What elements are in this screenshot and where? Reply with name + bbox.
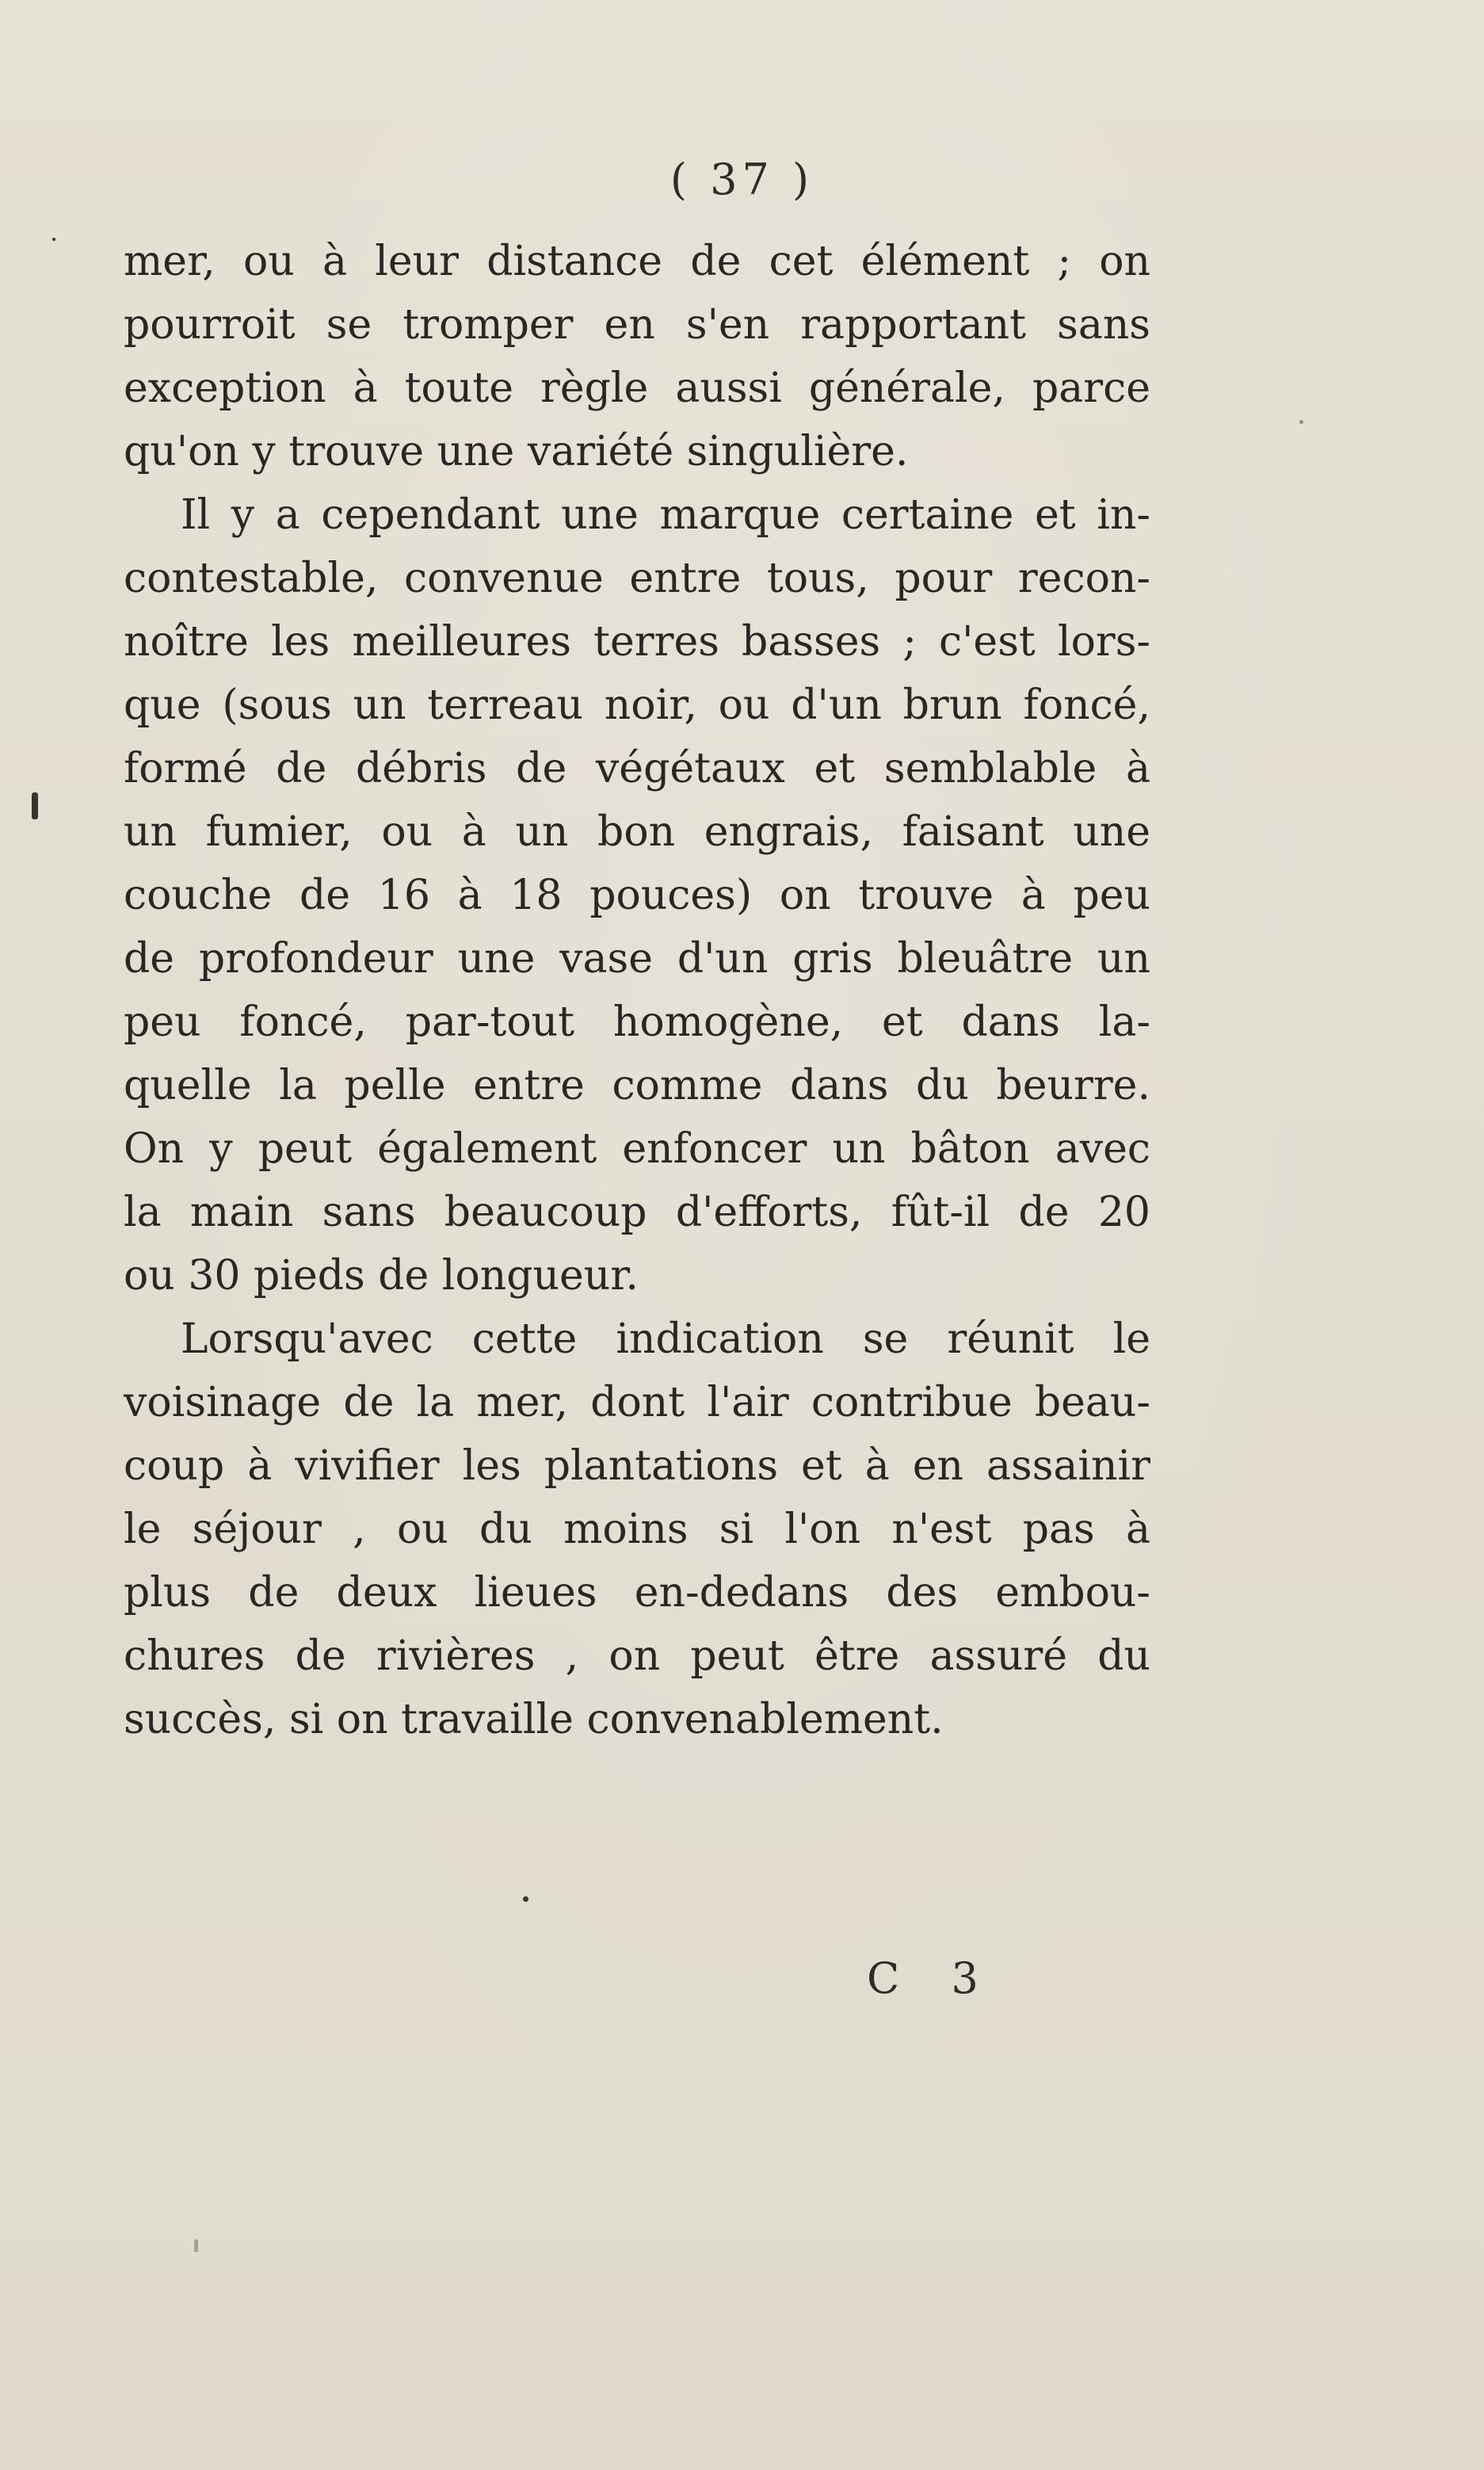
text-line: formé de débris de végétaux et semblable à — [124, 745, 1150, 792]
text-line: ou 30 pieds de longueur. — [124, 1252, 639, 1300]
text-line: un fumier, ou à un bon engrais, faisant une — [124, 808, 1150, 856]
paragraph-2 — [124, 483, 1150, 1308]
text-line: de profondeur une vase d'un gris bleuâtre un — [124, 935, 1150, 983]
text-line: pourroit se tromper en s'en rapportant sans — [124, 301, 1150, 349]
text-line: contestable, convenue entre tous, pour recon- — [124, 555, 1150, 602]
paragraph-1 — [124, 230, 1150, 483]
text-line: coup à vivifier les plantations et à en assainir — [124, 1442, 1150, 1490]
text-line: noître les meilleures terres basses ; c'est lors- — [124, 618, 1150, 666]
text-line: couche de 16 à 18 pouces) on trouve à peu — [124, 872, 1150, 919]
text-line: On y peut également enfoncer un bâton avec — [124, 1125, 1150, 1173]
text-line: plus de deux lieues en-dedans des embou- — [124, 1569, 1150, 1617]
text-line: voisinage de la mer, dont l'air contribue beau- — [124, 1379, 1150, 1426]
paper-speck — [1299, 420, 1303, 424]
paper-speck — [194, 2239, 198, 2252]
text-line: Il y a cependant une marque certaine et in- — [181, 491, 1150, 539]
text-line: la main sans beaucoup d'efforts, fût-il de 20 — [124, 1189, 1150, 1236]
body-text — [124, 230, 1150, 1751]
text-line: quelle la pelle entre comme dans du beurre. — [124, 1062, 1150, 1109]
paper-speck — [32, 792, 38, 819]
paper-speck — [52, 238, 55, 241]
text-line: que (sous un terreau noir, ou d'un brun foncé, — [124, 681, 1150, 729]
text-line: Lorsqu'avec cette indication se réunit le — [181, 1315, 1150, 1363]
paragraph-3 — [124, 1308, 1150, 1751]
signature-mark: C 3 — [867, 1953, 998, 2003]
text-line: exception à toute règle aussi générale, parce — [124, 365, 1150, 412]
text-line: chures de rivières , on peut être assuré du — [124, 1632, 1150, 1680]
paper-speck — [523, 1896, 528, 1902]
text-line: le séjour , ou du moins si l'on n'est pas à — [124, 1506, 1150, 1553]
text-line: succès, si on travaille convenablement. — [124, 1696, 944, 1743]
page-number: ( 37 ) — [670, 155, 814, 204]
text-line: peu foncé, par-tout homogène, et dans la- — [124, 998, 1150, 1046]
text-line: qu'on y trouve une variété singulière. — [124, 428, 909, 475]
text-line: mer, ou à leur distance de cet élément ; on — [124, 238, 1150, 285]
